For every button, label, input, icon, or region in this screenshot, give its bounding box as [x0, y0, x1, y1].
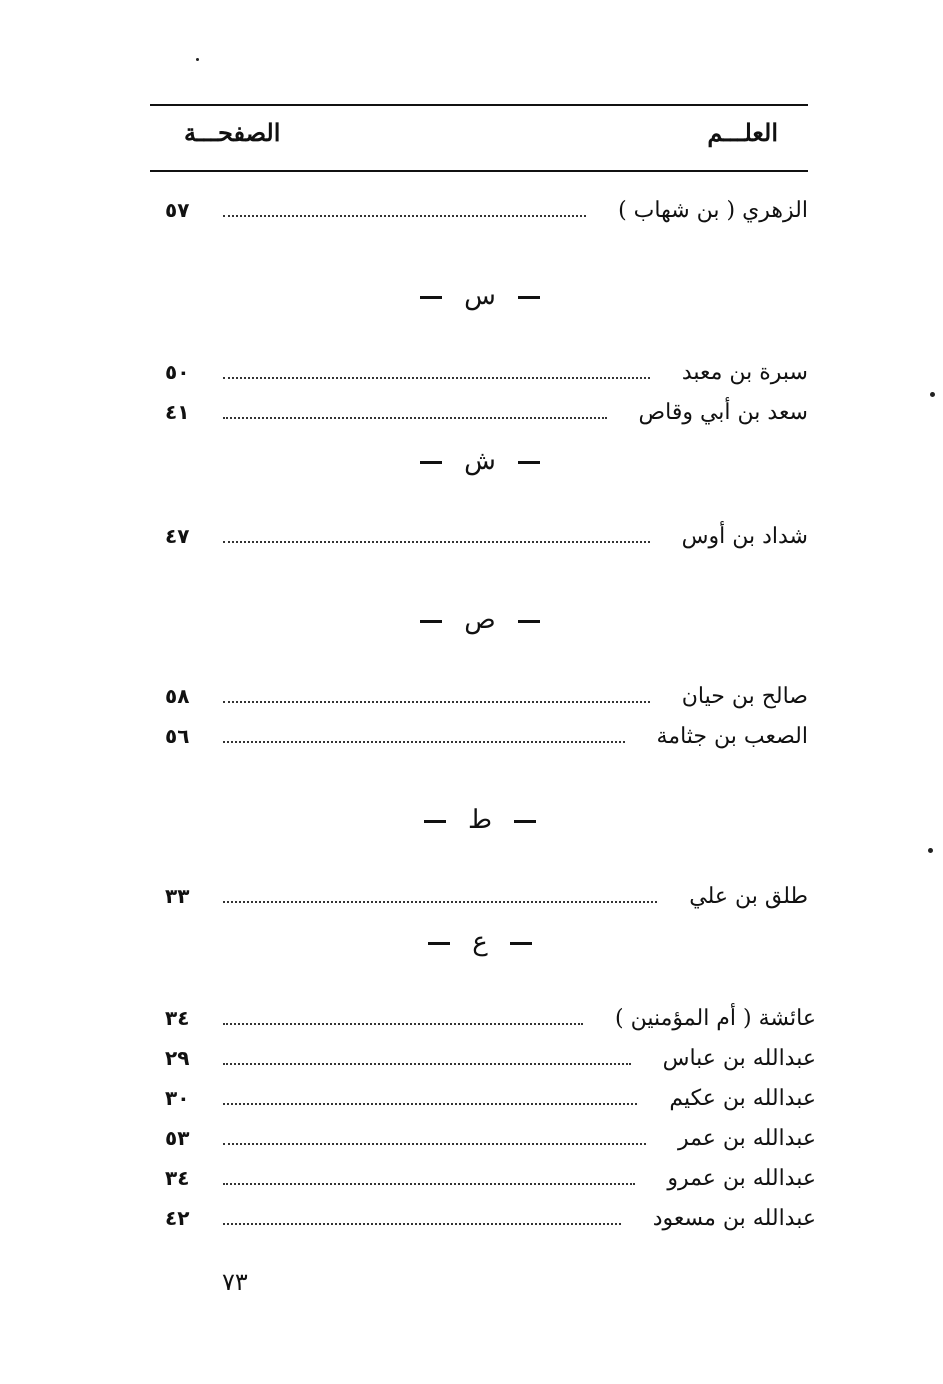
dash: [510, 942, 532, 945]
entry-page: ٥٣: [165, 1126, 190, 1150]
section-heading-sad: [380, 602, 580, 638]
index-entry: [165, 1040, 816, 1076]
section-letter: ش: [464, 446, 496, 476]
entry-page: ٣٤: [165, 1006, 190, 1030]
scan-speck: [928, 848, 933, 853]
leader-dots: [223, 541, 650, 543]
section-letter: ص: [464, 605, 496, 635]
leader-dots: [223, 741, 625, 743]
entry-page: ٣٠: [165, 1086, 190, 1110]
dash: [424, 820, 446, 823]
entry-name: عائشة ( أم المؤمنين ): [615, 1005, 816, 1031]
dash: [518, 620, 540, 623]
leader-dots: [223, 1063, 631, 1065]
dash: [518, 461, 540, 464]
entry-name: سعد بن أبي وقاص: [638, 399, 808, 425]
leader-dots: [223, 1023, 583, 1025]
dash: [518, 296, 540, 299]
entry-name: عبدالله بن عباس: [662, 1045, 816, 1071]
dash: [420, 296, 442, 299]
index-entry: [165, 1000, 816, 1036]
dash: [428, 942, 450, 945]
header-bottom-rule: [150, 170, 808, 172]
entry-name: الزهري ( بن شهاب ): [618, 197, 808, 223]
index-entry: [165, 394, 808, 430]
leader-dots: [223, 901, 657, 903]
leader-dots: [223, 1223, 621, 1225]
scan-speck: [196, 58, 199, 61]
entry-page: ٤١: [165, 400, 190, 424]
column-header-page: الصفحـــة: [184, 118, 281, 147]
index-entry: [165, 1120, 816, 1156]
leader-dots: [223, 701, 650, 703]
index-entry: [165, 1080, 816, 1116]
entry-page: ٥٦: [165, 724, 190, 748]
entry-page: ٥٨: [165, 684, 190, 708]
entry-name: عبدالله بن عمر: [677, 1125, 816, 1151]
entry-name: عبدالله بن عكيم: [669, 1085, 816, 1111]
entry-page: ٢٩: [165, 1046, 190, 1070]
entry-page: ٤٢: [165, 1206, 190, 1230]
entry-page: ٥٠: [165, 360, 190, 384]
section-letter: ط: [467, 805, 493, 835]
leader-dots: [223, 1103, 637, 1105]
section-heading-ain: [380, 924, 580, 960]
section-heading-sin: [380, 278, 580, 314]
index-entry: [165, 518, 808, 554]
entry-name: الصعب بن جثامة: [656, 723, 808, 749]
index-entry: [165, 192, 808, 228]
column-header-name: العلـــم: [707, 118, 778, 147]
index-entry: [165, 878, 808, 914]
leader-dots: [223, 377, 650, 379]
index-entry: [165, 678, 808, 714]
dash: [514, 820, 536, 823]
header-top-rule: [150, 104, 808, 106]
page-number: ٧٣: [222, 1268, 248, 1296]
dash: [420, 620, 442, 623]
entry-page: ٣٣: [165, 884, 190, 908]
entry-name: عبدالله بن عمرو: [667, 1165, 816, 1191]
index-entry: [165, 1200, 816, 1236]
entry-name: عبدالله بن مسعود: [652, 1205, 816, 1231]
leader-dots: [223, 1143, 646, 1145]
entry-name: سبرة بن معبد: [681, 359, 808, 385]
index-entry: [165, 354, 808, 390]
section-letter: ع: [472, 927, 488, 957]
leader-dots: [223, 1183, 635, 1185]
dash: [420, 461, 442, 464]
index-entry: [165, 718, 808, 754]
leader-dots: [223, 417, 607, 419]
entry-name: طلق بن علي: [689, 883, 808, 909]
leader-dots: [223, 215, 586, 217]
entry-name: شداد بن أوس: [681, 523, 808, 549]
entry-page: ٤٧: [165, 524, 190, 548]
section-heading-shin: [380, 443, 580, 479]
section-heading-ta: [380, 802, 580, 838]
section-letter: س: [464, 281, 496, 311]
entry-page: ٥٧: [165, 198, 190, 222]
entry-name: صالح بن حيان: [681, 683, 808, 709]
entry-page: ٣٤: [165, 1166, 190, 1190]
index-entry: [165, 1160, 816, 1196]
scan-speck: [930, 392, 935, 397]
